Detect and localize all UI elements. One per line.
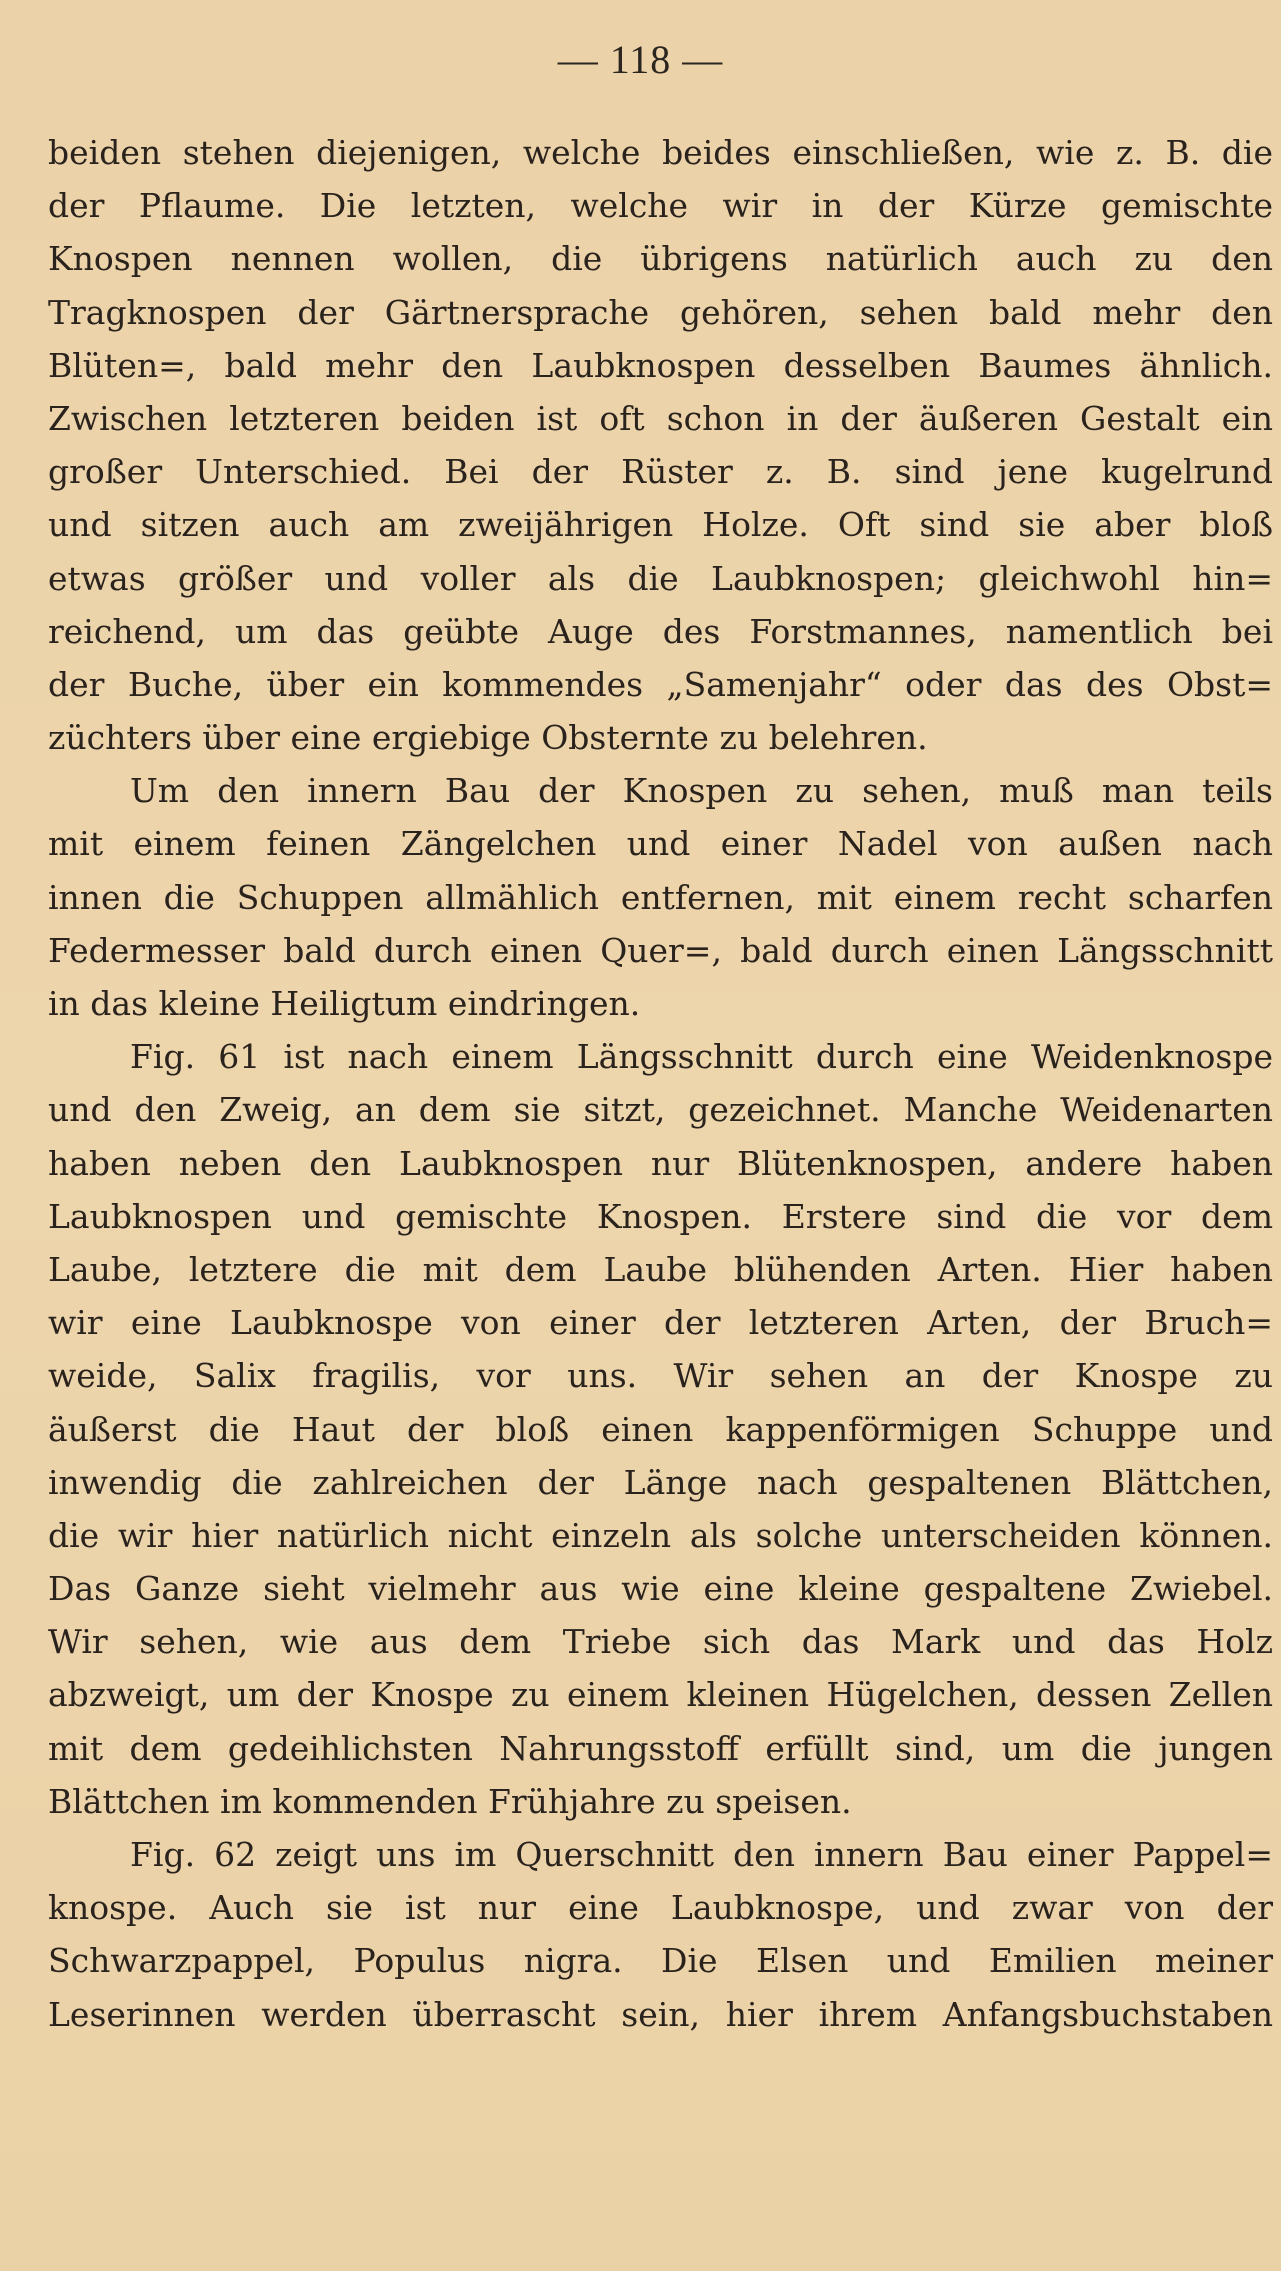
text-line: Tragknospen der Gärtnersprache gehören, sehen bald mehr den [48,292,1273,332]
text-line: knospe. Auch sie ist nur eine Laubknospe, und zwar von der [48,1888,1273,1928]
text-line: Fig. 61 ist nach einem Längsschnitt durch eine Weidenknospe [130,1037,1273,1077]
text-line: mit einem feinen Zängelchen und einer Nadel von außen nach [48,824,1273,864]
text-line: und sitzen auch am zweijährigen Holze. Oft sind sie aber bloß [48,505,1273,545]
text-line: Laube, letztere die mit dem Laube blühenden Arten. Hier haben [48,1249,1273,1289]
text-line: züchters über eine ergiebige Obsternte zu belehren. [48,718,928,758]
text-line: mit dem gedeihlichsten Nahrungsstoff erfüllt sind, um die jungen [48,1728,1273,1768]
text-line: inwendig die zahlreichen der Länge nach gespaltenen Blättchen, [48,1462,1273,1502]
text-line: innen die Schuppen allmählich entfernen, mit einem recht scharfen [48,877,1273,917]
text-line: reichend, um das geübte Auge des Forstmannes, namentlich bei [48,611,1273,651]
text-line: Fig. 62 zeigt uns im Querschnitt den innern Bau einer Pappel= [130,1835,1273,1874]
text-line: Das Ganze sieht vielmehr aus wie eine kleine gespaltene Zwiebel. [48,1569,1273,1609]
text-line: Blättchen im kommenden Frühjahre zu speisen. [48,1781,852,1821]
text-line: abzweigt, um der Knospe zu einem kleinen Hügelchen, dessen Zellen [48,1675,1273,1715]
text-line: Knospen nennen wollen, die übrigens natürlich auch zu den [48,239,1273,279]
text-line: Wir sehen, wie aus dem Triebe sich das Mark und das Holz [48,1622,1273,1662]
text-line: und den Zweig, an dem sie sitzt, gezeichnet. Manche Weidenarten [48,1090,1273,1130]
text-line: etwas größer und voller als die Laubknospen; gleichwohl hin= [48,558,1273,598]
text-line: der Pflaume. Die letzten, welche wir in der Kürze gemischte [48,186,1273,226]
text-line: Blüten=, bald mehr den Laubknospen desselben Baumes ähnlich. [48,345,1273,385]
text-line: die wir hier natürlich nicht einzeln als solche unterscheiden können. [48,1515,1273,1555]
page-number: — 118 — [557,37,724,82]
text-line: in das kleine Heiligtum eindringen. [48,984,641,1023]
text-line: der Buche, über ein kommendes „Samenjahr“ oder das des Obst= [48,664,1273,704]
text-line: weide, Salix fragilis, vor uns. Wir sehen an der Knospe zu [48,1356,1273,1396]
text-line: wir eine Laubknospe von einer der letzteren Arten, der Bruch= [48,1303,1273,1343]
text-line: Federmesser bald durch einen Quer=, bald durch einen Längsschnitt [48,930,1273,970]
text-line: Zwischen letzteren beiden ist oft schon in der äußeren Gestalt ein [48,398,1273,438]
text-line: haben neben den Laubknospen nur Blütenknospen, andere haben [48,1143,1273,1183]
text-line: beiden stehen diejenigen, welche beides einschließen, wie z. B. die [48,133,1273,172]
text-line: äußerst die Haut der bloß einen kappenförmigen Schuppe und [48,1409,1273,1449]
text-line: großer Unterschied. Bei der Rüster z. B. sind jene kugelrund [48,452,1273,492]
text-line: Laubknospen und gemischte Knospen. Erstere sind die vor dem [48,1196,1273,1236]
text-line: Schwarzpappel, Populus nigra. Die Elsen und Emilien meiner [48,1941,1273,1981]
body-text [48,126,1273,2041]
text-line: Um den innern Bau der Knospen zu sehen, muß man teils [130,771,1273,811]
text-line: Leserinnen werden überrascht sein, hier ihrem Anfangsbuchstaben [48,1994,1273,2034]
